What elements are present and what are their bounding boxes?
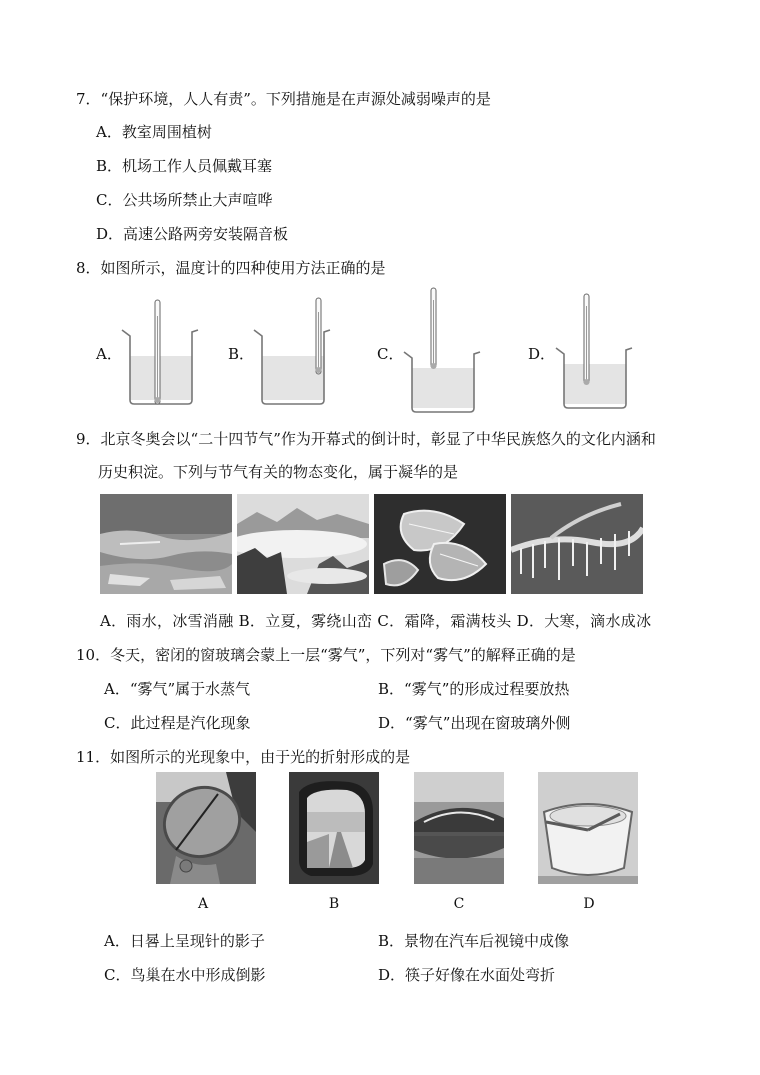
q9-photo-icicles: [511, 494, 643, 594]
q11-stem: 11．如图所示的光现象中，由于光的折射形成的是: [76, 748, 411, 766]
q10-option-b: B．“雾气”的形成过程要放热: [378, 680, 570, 698]
q9-photo-frost-leaves: [374, 494, 506, 594]
beaker-d-figure: [552, 292, 638, 412]
q11-option-d: D．筷子好像在水面处弯折: [378, 966, 556, 984]
q9-options: A．雨水，冰雪消融 B．立夏，雾绕山峦 C．霜降，霜满枝头 D．大寒，滴水成冰: [100, 612, 652, 630]
q11-photo-car-mirror: [289, 772, 379, 884]
q10-option-d: D．“雾气”出现在窗玻璃外侧: [378, 714, 571, 732]
q11-caption-a: A: [197, 896, 209, 912]
q11-option-a: A．日晷上呈现针的影子: [104, 932, 265, 950]
q10-stem: 10．冬天，密闭的窗玻璃会蒙上一层“雾气”，下列对“雾气”的解释正确的是: [76, 646, 576, 664]
q10-option-a: A．“雾气”属于水蒸气: [104, 680, 251, 698]
q9-photo-melting-snow: [100, 494, 232, 594]
q8-label-b: B．: [228, 345, 255, 363]
q7-option-c: C．公共场所禁止大声喧哗: [96, 191, 273, 209]
beaker-b-figure: [250, 296, 336, 408]
q8-label-a: A．: [96, 345, 122, 363]
q11-photo-chopsticks-water: [538, 772, 638, 884]
q11-caption-c: C: [453, 896, 465, 912]
q11-caption-d: D: [583, 896, 595, 912]
q9-photo-fog-mountains: [237, 494, 369, 594]
q7-stem: 7．“保护环境，人人有责”。下列措施是在声源处减弱噪声的是: [76, 90, 491, 108]
q7-option-d: D．高速公路两旁安装隔音板: [96, 225, 289, 243]
q7-option-a: A．教室周围植树: [96, 123, 212, 141]
q9-stem-line2: 历史积淀。下列与节气有关的物态变化，属于凝华的是: [98, 463, 459, 481]
q11-photo-sundial: [156, 772, 256, 884]
q11-caption-b: B: [328, 896, 340, 912]
q11-option-b: B．景物在汽车后视镜中成像: [378, 932, 570, 950]
q8-label-c: C．: [377, 345, 404, 363]
beaker-c-figure: [400, 286, 486, 416]
q8-label-d: D．: [528, 345, 556, 363]
q11-photo-birds-nest-reflection: [414, 772, 504, 884]
q8-stem: 8．如图所示，温度计的四种使用方法正确的是: [76, 259, 386, 277]
q10-option-c: C．此过程是汽化现象: [104, 714, 251, 732]
q11-option-c: C．鸟巢在水中形成倒影: [104, 966, 266, 984]
beaker-a-figure: [118, 296, 204, 408]
q7-option-b: B．机场工作人员佩戴耳塞: [96, 157, 273, 175]
q9-stem-line1: 9．北京冬奥会以“二十四节气”作为开幕式的倒计时，彰显了中华民族悠久的文化内涵和: [76, 430, 656, 448]
